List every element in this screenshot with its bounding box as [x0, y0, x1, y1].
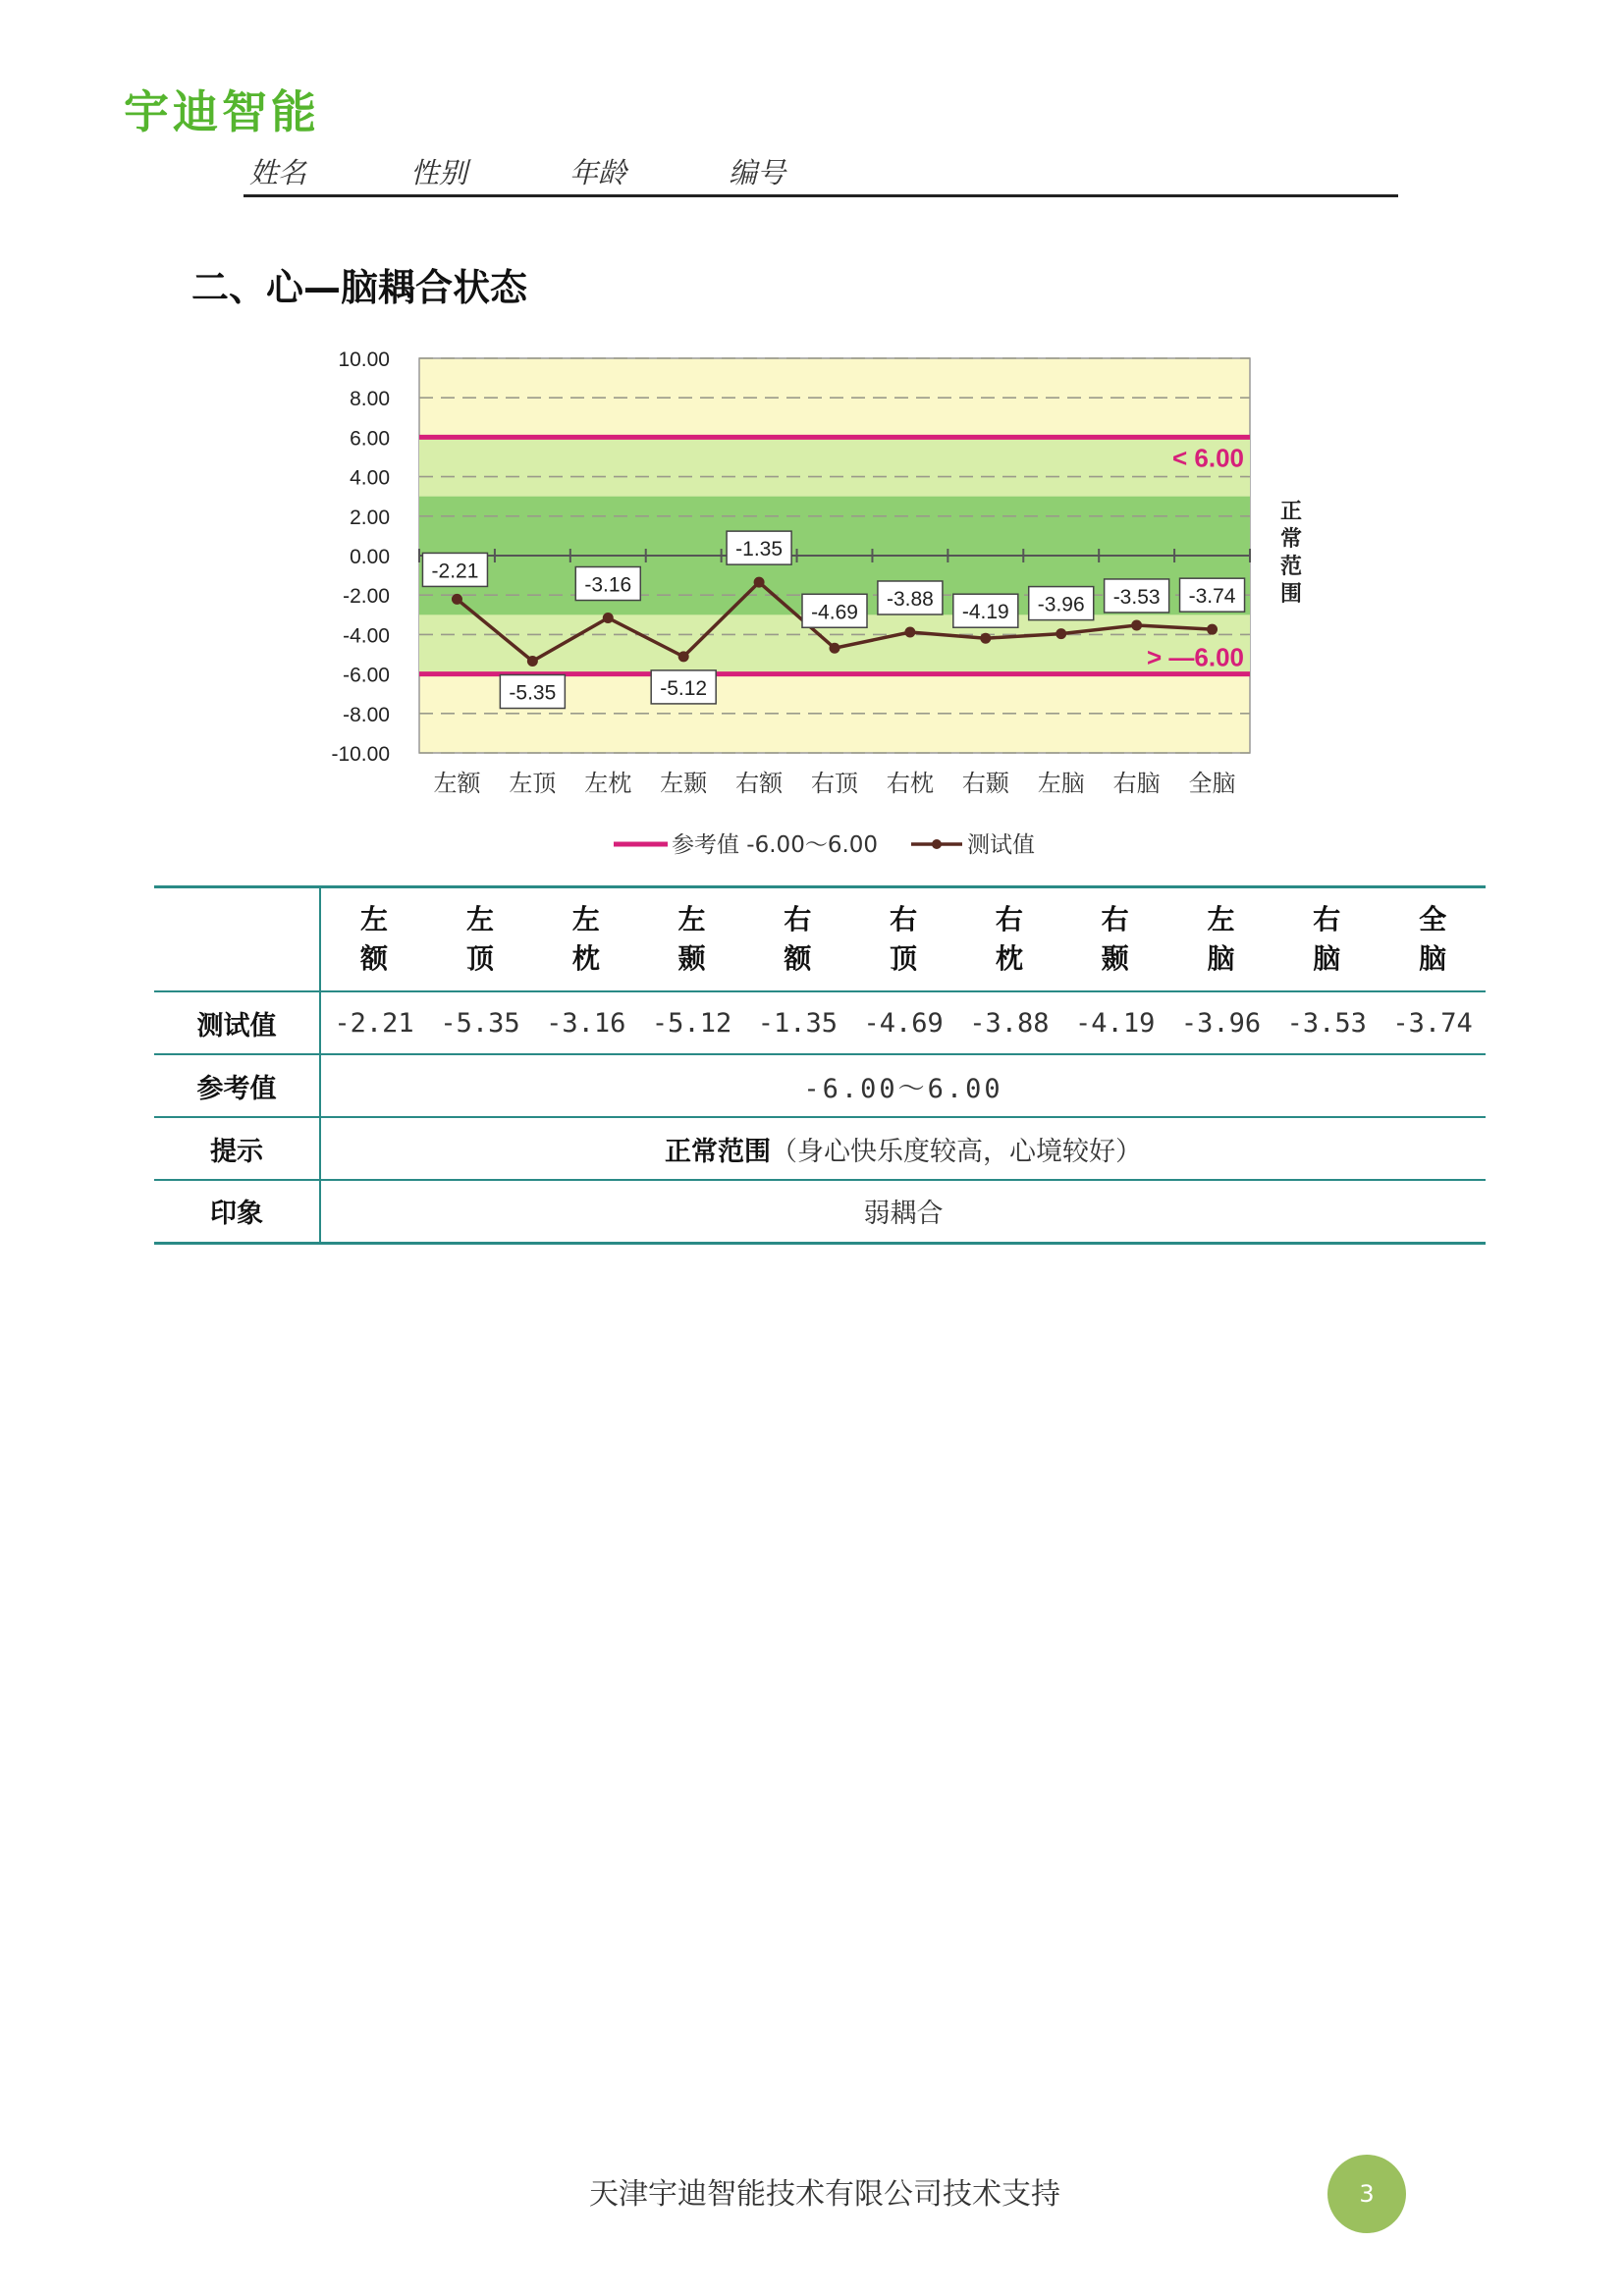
column-header-line1: 右 [1101, 903, 1129, 935]
test-value-cell: -1.35 [744, 991, 850, 1054]
footer-text: 天津宇迪智能技术有限公司技术支持 [589, 2177, 1060, 2212]
y-tick-label: 6.00 [350, 427, 390, 451]
impression-row [154, 1180, 1486, 1243]
column-header-line1: 右 [995, 903, 1023, 935]
column-header-line1: 左 [677, 903, 706, 935]
column-header [639, 887, 745, 992]
column-header-line1: 左 [465, 903, 494, 935]
test-value-label: 测试值 [154, 991, 320, 1054]
column-header [850, 887, 956, 992]
column-header [1168, 887, 1274, 992]
test-value-cell: -4.19 [1062, 991, 1168, 1054]
data-label: -1.35 [735, 538, 784, 561]
data-label: -3.53 [1112, 585, 1161, 609]
hint-rest-text: （身心快乐度较高，心境较好） [771, 1136, 1142, 1167]
data-label: -2.21 [431, 560, 479, 583]
column-header [1273, 887, 1380, 992]
column-header [744, 887, 850, 992]
y-tick-label: -10.00 [331, 743, 390, 766]
reference-row [154, 1054, 1486, 1117]
test-value-cell: -3.16 [533, 991, 639, 1054]
test-value-row [154, 991, 1486, 1054]
test-point [1207, 624, 1218, 635]
column-header-line1: 全 [1419, 903, 1447, 935]
company-logo: 宇迪智能 [124, 85, 320, 138]
gender-field-label: 性别 [410, 156, 468, 189]
side-label-char: 常 [1279, 527, 1303, 552]
x-category-label: 右额 [735, 770, 784, 797]
test-value-cell: -5.35 [427, 991, 533, 1054]
page-number: 3 [1327, 2155, 1406, 2233]
column-header-line2: 脑 [1207, 942, 1235, 975]
column-header-line2: 枕 [571, 942, 600, 975]
coupling-chart [0, 0, 1624, 883]
column-header [427, 887, 533, 992]
test-point [754, 577, 765, 588]
legend-test-marker [932, 839, 942, 849]
data-label: -3.96 [1037, 593, 1085, 616]
legend-reference-label: 参考值 -6.00～6.00 [672, 832, 879, 858]
test-point [527, 656, 538, 667]
legend-test-label: 测试值 [967, 832, 1035, 858]
data-label: -4.69 [811, 601, 858, 624]
x-category-label: 右顶 [811, 770, 858, 797]
y-tick-label: 4.00 [350, 466, 390, 490]
hint-value [320, 1117, 1486, 1180]
upper-annotation: < 6.00 [1171, 443, 1244, 473]
hint-row [154, 1117, 1486, 1180]
column-header [956, 887, 1062, 992]
column-header-line2: 脑 [1313, 942, 1341, 975]
column-header-line2: 顶 [465, 942, 494, 975]
test-value-cell: -3.53 [1273, 991, 1380, 1054]
x-category-label: 右颞 [961, 770, 1009, 797]
column-header-line2: 枕 [995, 942, 1023, 975]
test-point [1056, 628, 1066, 639]
column-header-line1: 左 [360, 903, 389, 935]
test-value-cell: -3.88 [956, 991, 1062, 1054]
y-tick-label: 0.00 [350, 546, 390, 568]
y-tick-label: 8.00 [350, 388, 390, 411]
impression-value: 弱耦合 [320, 1180, 1486, 1243]
side-label-char: 围 [1279, 582, 1303, 607]
column-header [1380, 887, 1486, 992]
reference-label: 参考值 [154, 1054, 320, 1117]
column-header-line2: 顶 [890, 942, 918, 975]
id-field-label: 编号 [729, 156, 786, 189]
column-header-line2: 颞 [677, 942, 706, 975]
side-label-char: 范 [1279, 555, 1303, 579]
column-header-line1: 右 [784, 903, 812, 935]
x-category-label: 全脑 [1188, 770, 1236, 797]
data-label: -3.16 [584, 573, 632, 597]
name-field-label: 姓名 [249, 156, 307, 189]
section-title: 二、心—脑耦合状态 [191, 266, 528, 309]
x-category-label: 右枕 [886, 770, 934, 797]
lower-annotation: > —6.00 [1146, 642, 1244, 672]
column-header-line2: 颞 [1101, 942, 1129, 975]
data-label: -4.19 [961, 601, 1009, 624]
test-value-cell: -3.74 [1380, 991, 1486, 1054]
test-point [980, 633, 991, 644]
table-header-row [154, 887, 1486, 992]
x-category-label: 左额 [433, 770, 481, 797]
table-corner-cell [154, 887, 320, 992]
y-tick-label: -8.00 [343, 703, 390, 726]
column-header-line1: 左 [1207, 903, 1235, 935]
hint-label: 提示 [154, 1117, 320, 1180]
data-label: -3.74 [1188, 585, 1236, 609]
data-label: -3.88 [886, 587, 934, 611]
column-header-line1: 左 [571, 903, 600, 935]
coupling-table [154, 885, 1486, 1245]
column-header-line1: 右 [890, 903, 918, 935]
column-header-line2: 脑 [1419, 942, 1447, 975]
column-header [320, 887, 427, 992]
impression-label: 印象 [154, 1180, 320, 1243]
x-category-label: 左枕 [584, 770, 632, 797]
side-label-char: 正 [1279, 500, 1303, 524]
test-point [603, 613, 614, 623]
x-category-label: 右脑 [1112, 770, 1161, 797]
x-category-label: 左脑 [1037, 770, 1085, 797]
test-point [830, 643, 840, 654]
y-tick-label: 10.00 [338, 348, 390, 371]
y-tick-label: -2.00 [343, 585, 390, 609]
test-value-cell: -2.21 [320, 991, 427, 1054]
test-point [678, 651, 689, 662]
reference-value: -6.00～6.00 [320, 1054, 1486, 1117]
test-value-cell: -4.69 [850, 991, 956, 1054]
column-header [1062, 887, 1168, 992]
test-point [452, 594, 462, 605]
data-label: -5.35 [509, 681, 557, 705]
age-field-label: 年龄 [569, 156, 627, 189]
y-tick-label: -6.00 [343, 664, 390, 687]
test-value-cell: -5.12 [639, 991, 745, 1054]
column-header-line2: 额 [784, 942, 812, 975]
x-category-label: 左顶 [509, 770, 557, 797]
column-header-line1: 右 [1313, 903, 1341, 935]
x-category-label: 左颞 [660, 770, 708, 797]
test-point [904, 626, 915, 637]
column-header [533, 887, 639, 992]
test-point [1131, 619, 1142, 630]
hint-strong-text: 正常范围 [665, 1136, 771, 1167]
data-label: -5.12 [660, 676, 708, 700]
y-tick-label: -4.00 [343, 624, 390, 648]
y-tick-label: 2.00 [350, 506, 390, 529]
test-value-cell: -3.96 [1168, 991, 1274, 1054]
column-header-line2: 额 [360, 942, 389, 975]
